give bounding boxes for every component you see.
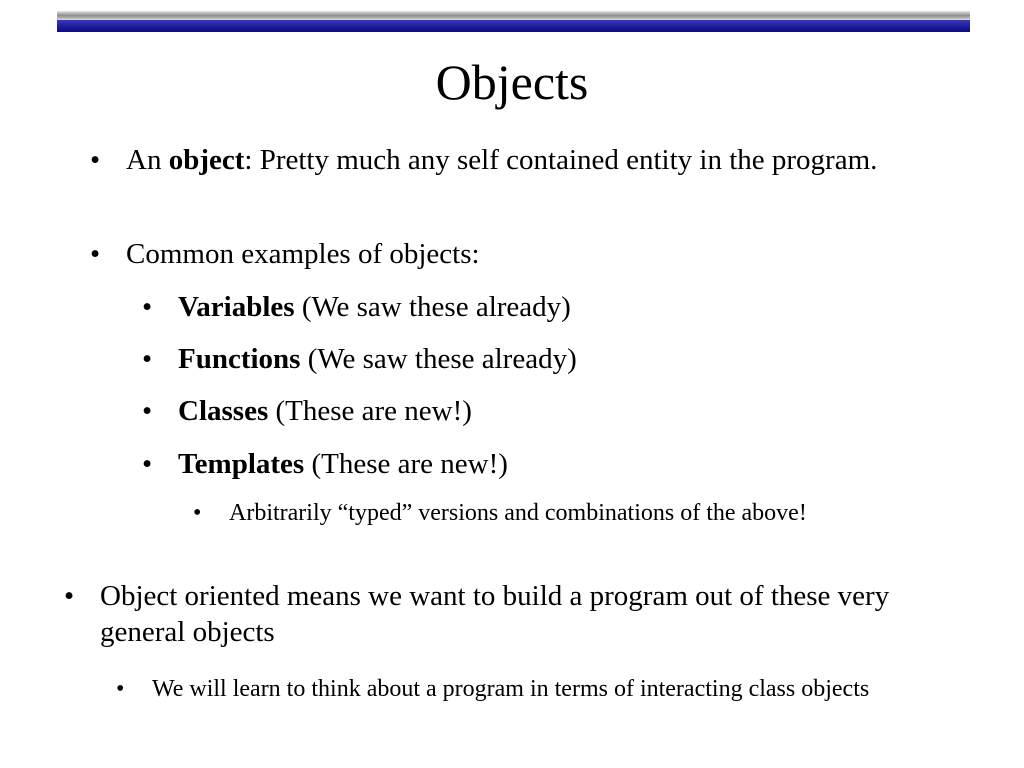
sub-example-typed: [193, 498, 953, 528]
example-note: (We saw these already): [294, 291, 571, 323]
example-note: (These are new!): [304, 448, 508, 480]
header-bar-blue: [57, 20, 970, 32]
bullet-text: Common examples of objects:: [126, 238, 480, 270]
example-name: Variables: [178, 291, 295, 323]
example-classes: [142, 393, 902, 429]
bullet-text: Arbitrarily “typed” versions and combinations of the above!: [229, 500, 807, 526]
bullet-icon: •: [142, 343, 153, 375]
bullet-icon: •: [64, 580, 75, 612]
example-name: Templates: [178, 448, 305, 480]
example-templates: [142, 446, 902, 482]
bullet-common-examples: [90, 236, 890, 272]
example-note: (These are new!): [268, 395, 472, 427]
bullet-object-definition: [90, 142, 890, 178]
bullet-icon: •: [90, 238, 101, 270]
slide-title: Objects: [435, 54, 589, 110]
header-bar-gray: [57, 11, 970, 20]
example-functions: [142, 341, 902, 377]
example-name: Functions: [178, 343, 301, 375]
bullet-icon: •: [193, 500, 202, 526]
example-variables: [142, 289, 902, 325]
bullet-text-bold: object: [168, 144, 245, 176]
bullet-icon: •: [142, 395, 153, 427]
bullet-object-oriented: [64, 578, 974, 651]
bullet-text-pre: An: [126, 144, 169, 176]
bullet-interacting-objects: [116, 674, 916, 704]
bullet-icon: •: [90, 144, 101, 176]
bullet-icon: •: [142, 448, 153, 480]
bullet-text-post: : Pretty much any self contained entity in the program.: [244, 144, 878, 176]
bullet-text: Object oriented means we want to build a program out of these very general objects: [100, 580, 890, 649]
bullet-text: We will learn to think about a program in terms of interacting class objects: [152, 676, 870, 702]
bullet-icon: •: [116, 676, 125, 702]
example-name: Classes: [178, 395, 269, 427]
bullet-icon: •: [142, 291, 153, 323]
example-note: (We saw these already): [300, 343, 577, 375]
